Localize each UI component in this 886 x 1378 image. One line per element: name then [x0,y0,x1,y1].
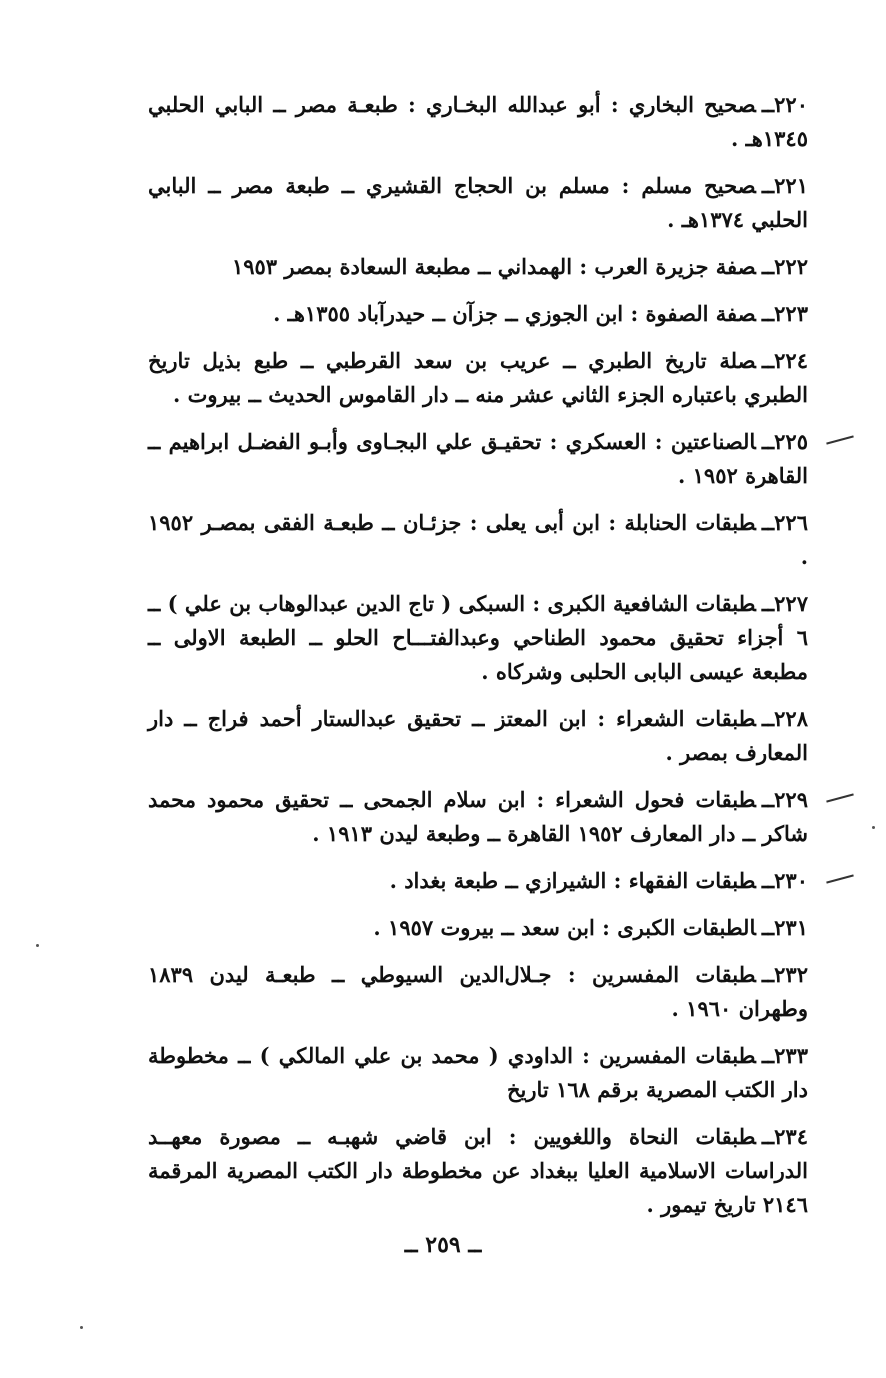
entry-text: الصناعتين : العسكري : تحقيـق علي البجـاوى وأبـو الفضـل ابراهيم ــ القاهرة ١٩٥٢ . [148,429,808,488]
bibliography-entry [148,297,808,331]
entry-number: ٢٢٠ــ [761,92,808,117]
entry-text: طبقات فحول الشعراء : ابن سلام الجمحى ــ تحقيق محمود محمد شاكر ــ دار المعارف ١٩٥٢ القاهرة ــ وطبعة ليدن ١٩١٣ . [148,787,808,846]
bibliography-entry [148,1120,808,1222]
entry-number: ٢٣٣ــ [761,1043,808,1068]
bibliography-entry [148,506,808,574]
entry-text: صحيح البخاري : أبو عبدالله البخـاري : طبعـة مصر ــ البابي الحلبي ١٣٤٥هـ . [148,92,808,151]
entry-text: طبقات الحنابلة : ابن أبى يعلى : جزئـان ــ طبعـة الفقى بمصـر ١٩٥٢ . [148,510,808,569]
bibliography-entry [148,864,808,898]
bibliography-entry [148,250,808,284]
margin-pencil-mark [826,874,854,883]
entry-number: ٢٢٣ــ [761,301,808,326]
scan-speck [80,1326,83,1329]
entry-number: ٢٢٦ــ [761,510,808,535]
entry-number: ٢٢٨ــ [761,706,808,731]
entry-text: صلة تاريخ الطبري ــ عريب بن سعد القرطبي ــ طبع بذيل تاريخ الطبري باعتباره الجزء الثاني عشر منه ــ دار القاموس الحديث ــ بيروت . [148,348,808,407]
scan-speck [36,944,39,947]
bibliography-list [148,88,808,1235]
entry-number: ٢٢٤ــ [761,348,808,373]
bibliography-entry [148,1039,808,1107]
entry-number: ٢٣٢ــ [761,962,808,987]
entry-text: صفة جزيرة العرب : الهمداني ــ مطبعة السعادة بمصر ١٩٥٣ [231,254,756,279]
entry-text: طبقات الشعراء : ابن المعتز ــ تحقيق عبدالستار أحمد فراج ــ دار المعارف بمصر . [148,706,808,765]
entry-text: طبقات المفسرين : جـلال‌الدين السيوطي ــ طبعـة ليدن ١٨٣٩ وطهران ١٩٦٠ . [148,962,808,1021]
scan-speck [872,826,875,829]
entry-text: الطبقات الكبرى : ابن سعد ــ بيروت ١٩٥٧ . [373,915,756,940]
entry-number: ٢٢٩ــ [761,787,808,812]
entry-number: ٢٢٥ــ [761,429,808,454]
page-number: ــ ٢٥٩ ــ [404,1232,482,1258]
entry-text: صفة الصفوة : ابن الجوزي ــ جزآن ــ حيدرآباد ١٣٥٥هـ . [273,301,756,326]
entry-number: ٢٣٠ــ [761,868,808,893]
bibliography-entry [148,783,808,851]
entry-text: طبقات الفقهاء : الشيرازي ــ طبعة بغداد . [389,868,756,893]
entry-text: طبقات النحاة واللغويين : ابن قاضي شهبـه ــ مصورة معهــد الدراسات الاسلامية العليا ببغداد عن مخطوطة دار الكتب المصرية المرقمة ٢١٤٦ تاريخ تيمور . [148,1124,808,1217]
bibliography-entry [148,702,808,770]
margin-pencil-mark [826,435,854,444]
entry-text: طبقات الشافعية الكبرى : السبكى ( تاج الدين عبدالوهاب بن علي ) ــ ٦ أجزاء تحقيق محمود الطناحي وعبدالفتـــاح الحلو ــ الطبعة الاولى ــ مطبعة عيسى البابى الحلبى وشركاه . [148,591,808,684]
margin-pencil-mark [826,793,854,802]
bibliography-entry [148,958,808,1026]
bibliography-entry [148,344,808,412]
bibliography-entry [148,88,808,156]
entry-number: ٢٣١ــ [761,915,808,940]
entry-number: ٢٢٢ــ [761,254,808,279]
entry-number: ٢٢١ــ [761,173,808,198]
entry-number: ٢٢٧ــ [761,591,808,616]
entry-number: ٢٣٤ــ [761,1124,808,1149]
bibliography-entry [148,169,808,237]
bibliography-entry [148,425,808,493]
entry-text: طبقات المفسرين : الداودي ( محمد بن علي المالكي ) ــ مخطوطة دار الكتب المصرية برقم ١٦٨ تاريخ [148,1043,808,1102]
entry-text: صحيح مسلم : مسلم بن الحجاج القشيري ــ طبعة مصر ــ البابي الحلبي ١٣٧٤هـ . [148,173,808,232]
bibliography-entry [148,587,808,689]
bibliography-entry [148,911,808,945]
